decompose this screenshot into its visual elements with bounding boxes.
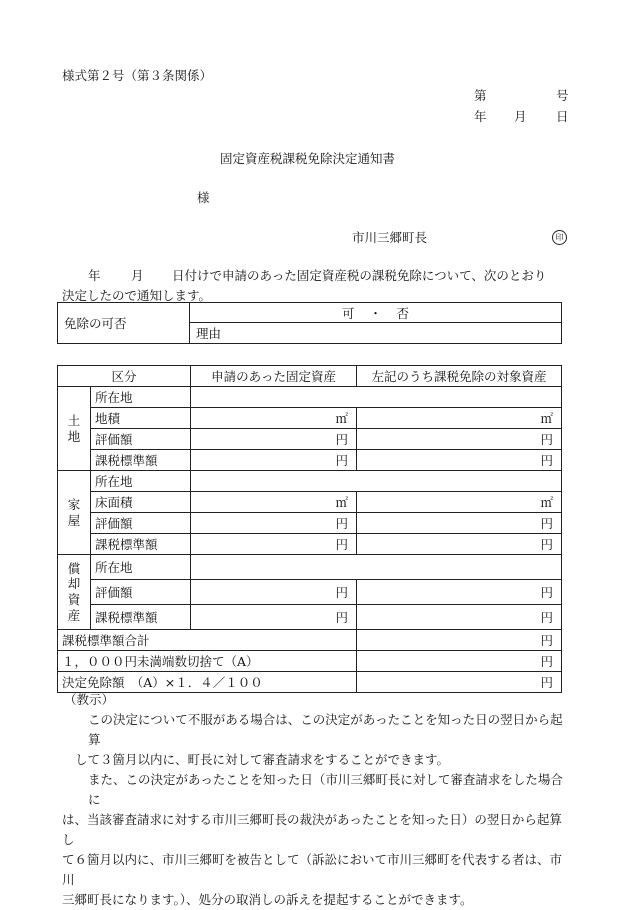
notice-p2-line2: は、当該審査請求に対する市川三郷町長の裁決があったことを知った日）の翌日から起算し <box>62 812 562 847</box>
summary-rounded-label: １，０００円未満端数切捨て（A） <box>58 651 357 672</box>
row-label: 所在地 <box>91 387 191 408</box>
row-label: 所在地 <box>91 555 191 580</box>
row-label: 課税標準額 <box>91 534 191 555</box>
row-label: 所在地 <box>91 471 191 492</box>
decision-options <box>190 303 562 323</box>
row-label: 評価額 <box>91 580 191 605</box>
date-month-label: 月 <box>514 109 527 124</box>
header-applied: 申請のあった固定資産 <box>191 366 357 387</box>
notice-p2-line1: また、この決定があったことを知った日（市川三郷町長に対して審査請求をした場合に <box>88 772 563 807</box>
reason-label: 理由 <box>190 323 562 344</box>
intro-month: 月 <box>131 268 144 283</box>
unit-cell: 円 <box>191 534 357 555</box>
unit-cell: 円 <box>191 580 357 605</box>
category-house: 家屋 <box>58 471 91 555</box>
notice-p2-line4: 三郷町長になります。）、処分の取消しの訴えを提起することができます。 <box>62 892 473 907</box>
category-depreciable: 償却資産 <box>58 555 91 630</box>
unit-cell: ㎡ <box>191 492 357 513</box>
recipient-suffix: 様 <box>197 190 210 205</box>
unit-cell: 円 <box>357 429 562 450</box>
decision-table <box>57 302 562 344</box>
header-kubun: 区分 <box>58 366 191 387</box>
unit-cell: 円 <box>357 630 562 651</box>
appeal-notice <box>62 690 567 910</box>
date-day-label: 日 <box>556 109 569 124</box>
address-cell <box>191 387 562 408</box>
unit-cell: 円 <box>357 580 562 605</box>
seal-mark <box>552 228 567 245</box>
address-cell <box>191 555 562 580</box>
row-label: 課税標準額 <box>91 450 191 471</box>
unit-cell: 円 <box>357 651 562 672</box>
unit-cell: 円 <box>357 450 562 471</box>
intro-year: 年 <box>88 268 101 283</box>
row-label: 評価額 <box>91 429 191 450</box>
header-exempt: 左記のうち課税免除の対象資産 <box>357 366 562 387</box>
seal-glyph: 印 <box>552 230 567 245</box>
option-ka: 可 <box>342 305 355 321</box>
notice-p2-line3: て６箇月以内に、市川三郷町を被告として（訴訟において市川三郷町を代表する者は、市川 <box>62 852 563 887</box>
form-label: 様式第２号（第３条関係） <box>62 68 213 83</box>
row-label: 評価額 <box>91 513 191 534</box>
option-dot: ・ <box>369 305 382 321</box>
row-label: 床面積 <box>91 492 191 513</box>
row-label: 地積 <box>91 408 191 429</box>
document-title: 固定資産税課税免除決定通知書 <box>220 151 396 166</box>
unit-cell: ㎡ <box>191 408 357 429</box>
decision-label: 免除の可否 <box>58 303 190 344</box>
asset-table <box>57 365 562 693</box>
option-hi: 否 <box>396 305 409 321</box>
intro-line1: 日付けで申請のあった固定資産税の課税免除について、次のとおり <box>172 268 547 283</box>
unit-cell: 円 <box>357 605 562 630</box>
notice-p1-line1: この決定について不服がある場合は、この決定があったことを知った日の翌日から起算 <box>88 712 563 747</box>
address-cell <box>191 471 562 492</box>
intro-line2: 決定したので通知します。 <box>62 288 212 303</box>
notice-heading: （教示） <box>64 692 115 707</box>
unit-cell: ㎡ <box>357 408 562 429</box>
unit-cell: ㎡ <box>357 492 562 513</box>
number-dai-label: 第 <box>474 88 487 103</box>
notice-p1-line2: して３箇月以内に、町長に対して審査請求をすることができます。 <box>75 752 450 767</box>
number-go-label: 号 <box>556 88 569 103</box>
summary-total-label: 課税標準額合計 <box>58 630 357 651</box>
issuer-name: 市川三郷町長 <box>352 230 428 245</box>
unit-cell: 円 <box>191 605 357 630</box>
row-label: 課税標準額 <box>91 605 191 630</box>
unit-cell: 円 <box>191 450 357 471</box>
date-year-label: 年 <box>474 109 487 124</box>
unit-cell: 円 <box>357 672 562 693</box>
unit-cell: 円 <box>357 513 562 534</box>
category-land: 土地 <box>58 387 91 471</box>
unit-cell: 円 <box>357 534 562 555</box>
unit-cell: 円 <box>191 513 357 534</box>
unit-cell: 円 <box>191 429 357 450</box>
summary-exempt-label: 決定免除額 （A）×１．４／１００ <box>58 672 357 693</box>
